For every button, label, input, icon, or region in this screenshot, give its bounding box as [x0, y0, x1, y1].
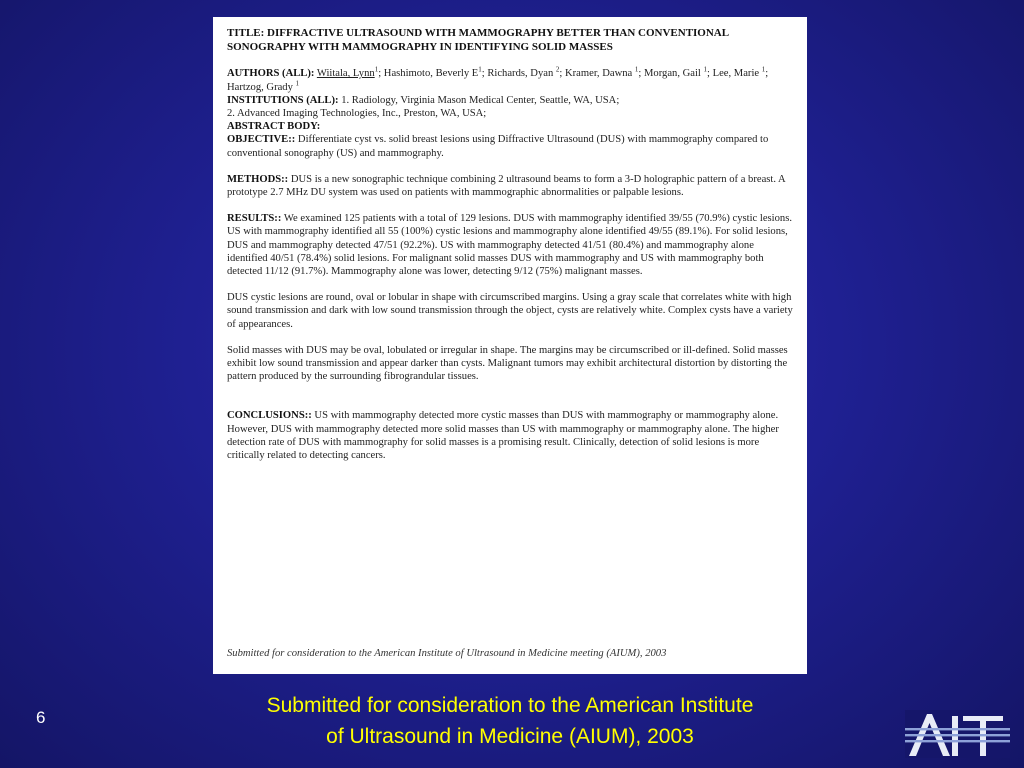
abstract-document	[213, 17, 807, 674]
abstract-body-label: ABSTRACT BODY:	[227, 121, 321, 133]
ait-logo-icon	[905, 710, 1010, 758]
conclusions-paragraph	[227, 409, 797, 462]
conclusions-label: CONCLUSIONS::	[227, 410, 312, 422]
institutions-label: INSTITUTIONS (ALL):	[227, 94, 339, 106]
objective-text: Differentiate cyst vs. solid breast lesions using Diffractive Ultrasound (DUS) with mammography compared to conventional sonography (US) and mammography.	[227, 134, 769, 159]
abstract-footer-note: Submitted for consideration to the American Institute of Ultrasound in Medicine meeting (AIUM), 2003	[227, 648, 667, 659]
page-number: 6	[36, 708, 46, 727]
results-text: We examined 125 patients with a total of 129 lesions. DUS with mammography identified 39/55 (70.9%) cystic lesions. US with mammography identified all 55 (100%) cystic lesions and mammography alone identified 49/55 (89.1%). For solid lesions, DUS and mammography detected 47/51 (92.2%). US with mammography detected 41/51 (80.4%) and mammography alone identified 40/51 (78.4%) solid lesions. For malignant solid masses DUS with mammography and US with mammography both detected 11/12 (91.7%). Mammography alone was lower, detecting 9/12 (75%) malignant masses.	[227, 213, 792, 278]
abstract-title: TITLE: DIFFRACTIVE ULTRASOUND WITH MAMMOGRAPHY BETTER THAN CONVENTIONAL SONOGRAPHY WITH MAMMOGRAPHY IN IDENTIFYING SOLID MASSES	[227, 27, 729, 54]
objective-paragraph	[227, 133, 797, 159]
authors-paragraph: AUTHORS (ALL): Wiitala, Lynn$^1$; Hashimoto, Beverly $E^1$; Richards, Dyan $^2$; Kramer, Dawna $^1$; Morgan, Gail $^1$; Lee, Marie $^1$; Hartzog, Grady $^1$	[227, 65, 769, 93]
methods-label: METHODS::	[227, 173, 289, 185]
caption-line-1: Submitted for consideration to the American Institute	[266, 694, 754, 717]
slide-caption	[200, 690, 820, 752]
institution-2: 2. Advanced Imaging Technologies, Inc., Preston, WA, USA;	[227, 108, 487, 120]
results-label: RESULTS::	[227, 213, 282, 225]
caption-line-2: of Ultrasound in Medicine (AIUM), 2003	[326, 725, 694, 748]
institution-1: 1. Radiology, Virginia Mason Medical Center, Seattle, WA, USA;	[338, 94, 620, 106]
solid-paragraph: Solid masses with DUS may be oval, lobulated or irregular in shape. The margins may be circumscribed or ill-defined. Solid masses exhibit low sound transmission and appear darker than cysts. Malignant tumors may exhibit architectural distortion by distorting the pattern produced by the surrounding fibrograndular tissues.	[227, 344, 788, 383]
cystic-paragraph: DUS cystic lesions are round, oval or lobular in shape with circumscribed margins. Using a gray scale that correlates white with high sound transmission and dark with low sound transmission through the object, cysts are relatively white. Complex cysts have a variety of appearances.	[227, 292, 793, 330]
results-paragraph	[227, 212, 797, 278]
objective-label: OBJECTIVE::	[227, 134, 296, 146]
first-author: Wiitala, Lynn	[316, 68, 375, 80]
methods-text: DUS is a new sonographic technique combining 2 ultrasound beams to form a 3-D holographic pattern of a breast. A prototype 2.7 MHz DU system was used on patients with mammographic abnormalities or palpable lesions.	[227, 173, 786, 199]
authors-label: AUTHORS (ALL):	[227, 68, 315, 80]
conclusions-text: US with mammography detected more cystic masses than DUS with mammography or mammography alone. However, DUS with mammography detected more solid masses than US with mammography or mammography alone. The higher detection rate of DUS with mammography for solid masses is a promising result. Clinically, detection of solid lesions is more critically related to detecting cancers.	[227, 410, 779, 462]
methods-paragraph	[227, 173, 797, 199]
institutions-paragraph	[227, 94, 797, 107]
